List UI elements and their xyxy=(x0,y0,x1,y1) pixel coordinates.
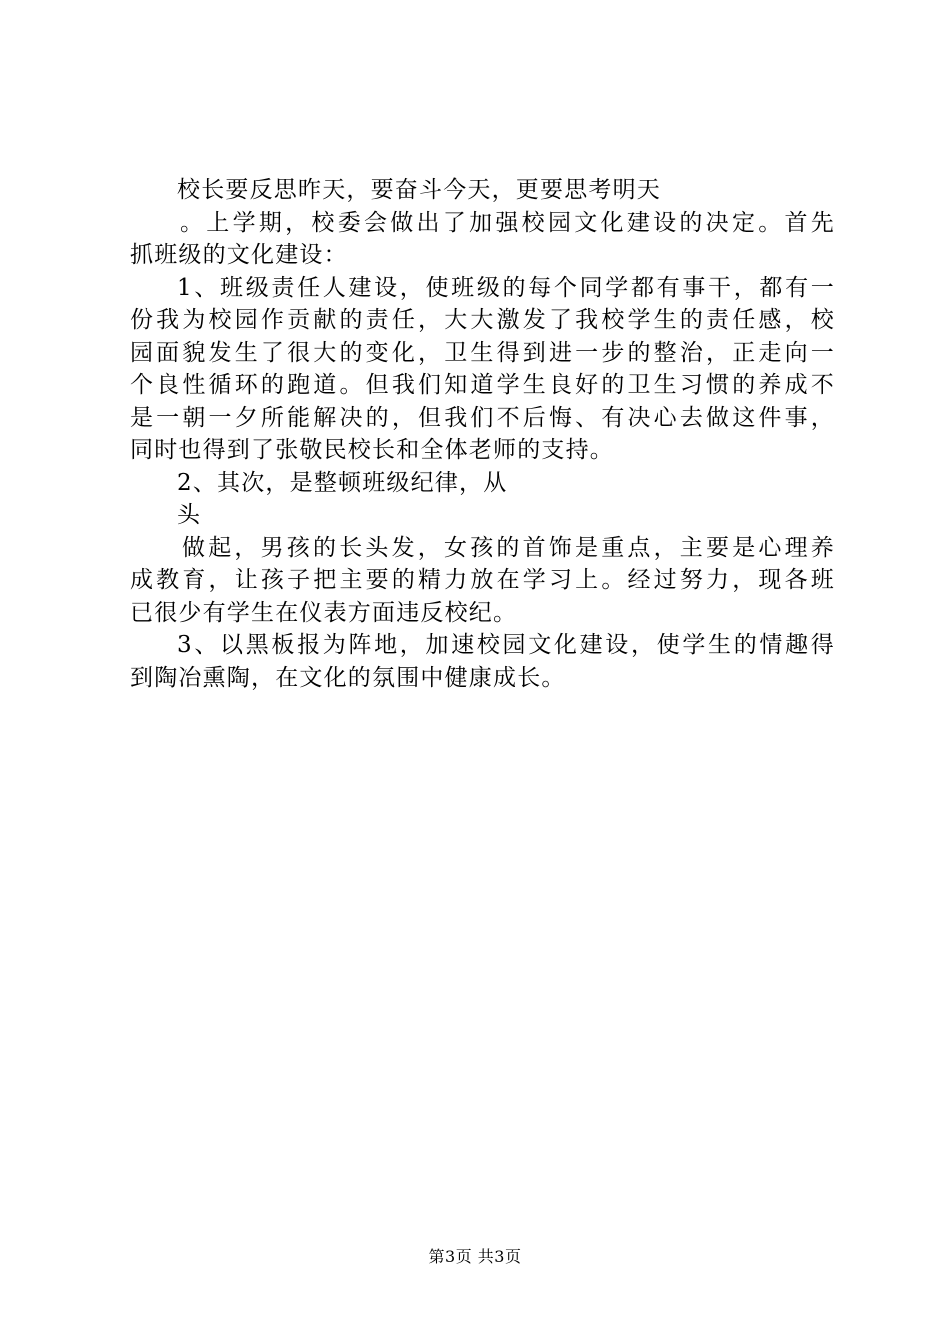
text-line: 同时也得到了张敬民校长和全体老师的支持。 xyxy=(130,437,614,463)
text-line: 做起，男孩的长头发，女孩的首饰是重点，主要是心理养 xyxy=(182,534,835,561)
text-line: 个良性循环的跑道。但我们知道学生良好的卫生习惯的养成不 xyxy=(130,372,835,398)
text-line: 3、以黑板报为阵地，加速校园文化建设，使学生的情趣得 xyxy=(177,632,835,658)
text-line: 抓班级的文化建设： xyxy=(130,242,348,268)
text-line: 已很少有学生在仪表方面违反校纪。 xyxy=(130,599,518,626)
text-line: 1、班级责任人建设，使班级的每个同学都有事干，都有一 xyxy=(177,274,835,301)
text-line: 园面貌发生了很大的变化，卫生得到进一步的整治，正走向一 xyxy=(130,339,835,366)
text-line: 成教育，让孩子把主要的精力放在学习上。经过努力，现各班 xyxy=(130,567,835,593)
body-text xyxy=(130,174,835,694)
text-line: 是一朝一夕所能解决的，但我们不后悔、有决心去做这件事， xyxy=(130,404,835,431)
text-line: 头 xyxy=(177,502,202,528)
page-footer: 第3页 共3页 xyxy=(428,1247,522,1266)
text-line: 校长要反思昨天，要奋斗今天，更要思考明天 xyxy=(177,177,661,203)
text-line: 2、其次，是整顿班级纪律，从 xyxy=(177,469,508,496)
text-line: 份我为校园作贡献的责任，大大激发了我校学生的责任感，校 xyxy=(130,307,835,333)
text-line: 到陶冶熏陶，在文化的氛围中健康成长。 xyxy=(130,664,566,691)
text-line: 。上学期，校委会做出了加强校园文化建设的决定。首先 xyxy=(180,209,835,236)
